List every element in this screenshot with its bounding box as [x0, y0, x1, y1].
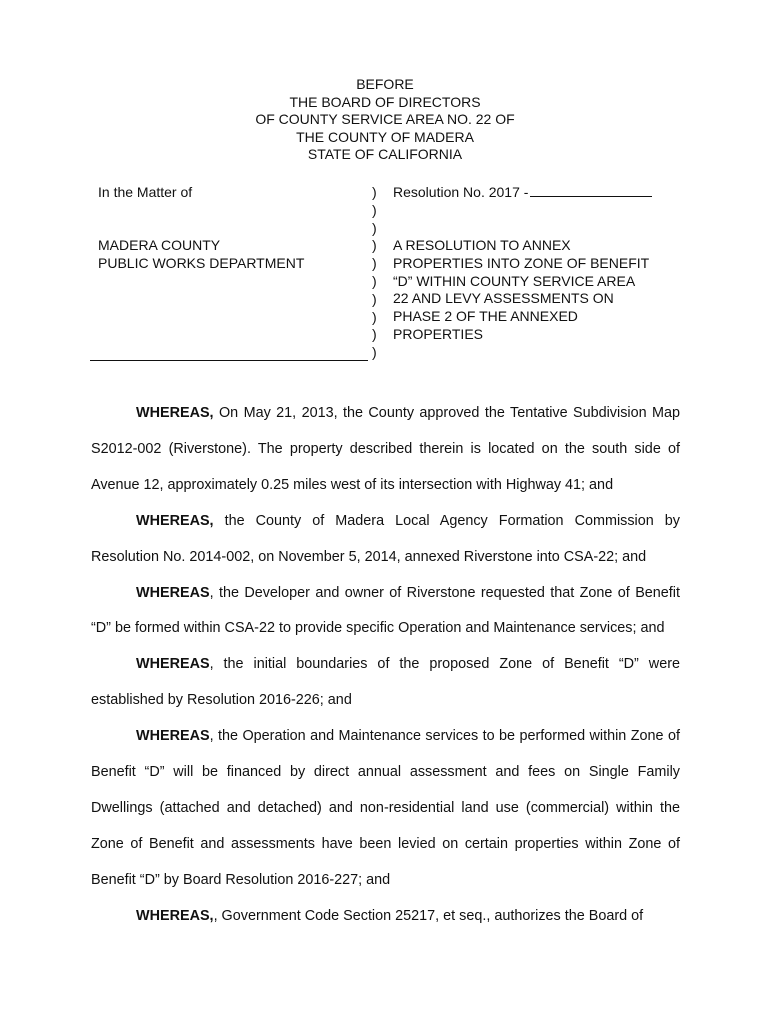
- whereas-label: WHEREAS: [136, 584, 210, 601]
- resolution-number-blank: [530, 184, 652, 197]
- heading-line: THE BOARD OF DIRECTORS: [289, 93, 481, 110]
- resolution-number: [393, 184, 652, 202]
- paren: ): [372, 290, 377, 307]
- paren: ): [372, 308, 377, 325]
- paragraph-text: , the Developer and owner of Riverstone requested that Zone of Benefit “D” be formed within CSA-22 to provide specific Operation and Maintenance services; and: [91, 584, 680, 637]
- whereas-paragraph: [91, 719, 680, 899]
- paren: ): [372, 272, 377, 289]
- resolution-title: [393, 237, 649, 344]
- paren: ): [372, 219, 377, 236]
- matter-label: In the Matter of: [98, 184, 193, 200]
- heading-line: OF COUNTY SERVICE AREA NO. 22 OF: [255, 111, 515, 127]
- resolution-number-label: Resolution No. 2017 -: [393, 184, 529, 200]
- party-name: [98, 237, 304, 272]
- paren: ): [372, 184, 377, 200]
- paragraph-text: , the initial boundaries of the proposed Zone of Benefit “D” were established by Resolution 2016-226; and: [91, 656, 680, 709]
- resolution-title-line: PROPERTIES: [393, 325, 483, 342]
- document-heading: [0, 76, 770, 164]
- whereas-label: WHEREAS: [136, 656, 210, 673]
- paragraph-text: the County of Madera Local Agency Formation Commission by Resolution No. 2014-002, on November 5, 2014, annexed Riverstone into CSA-22; and: [91, 512, 680, 565]
- paren: ): [372, 201, 377, 218]
- whereas-paragraph: [91, 504, 680, 576]
- paren: ): [372, 237, 377, 254]
- whereas-label: WHEREAS,: [136, 907, 214, 924]
- paren: ): [372, 344, 377, 361]
- resolution-title-line: 22 AND LEVY ASSESSMENTS ON: [393, 290, 614, 307]
- whereas-paragraph: [91, 576, 680, 648]
- document-body: [91, 396, 680, 935]
- resolution-title-line: “D” WITHIN COUNTY SERVICE AREA: [393, 272, 636, 289]
- resolution-title-line: A RESOLUTION TO ANNEX: [393, 237, 571, 253]
- heading-line: BEFORE: [356, 76, 414, 92]
- whereas-paragraph: [91, 899, 680, 935]
- whereas-label: WHEREAS,: [136, 405, 214, 421]
- caption-parens: [372, 184, 377, 362]
- paragraph-text: , the Operation and Maintenance services to be performed within Zone of Benefit “D” will be financed by direct annual assessment and fees on Single Family Dwellings (attached and detached) and non-residential land use (commercial) within the Zone of Benefit and assessments have been levied on certain properties within Zone of Benefit “D” by Board Resolution 2016-227; and: [91, 728, 680, 888]
- resolution-title-line: PHASE 2 OF THE ANNEXED: [393, 308, 578, 325]
- whereas-paragraph: [91, 647, 680, 719]
- paren: ): [372, 255, 377, 272]
- paren: ): [372, 326, 377, 343]
- whereas-label: WHEREAS,: [136, 512, 214, 529]
- party-line: PUBLIC WORKS DEPARTMENT: [98, 254, 305, 271]
- paragraph-text: On May 21, 2013, the County approved the Tentative Subdivision Map S2012-002 (Riverstone). The property described therein is located on the south side of Avenue 12, approximately 0.25 miles west of its intersection with Highway 41; and: [91, 405, 680, 493]
- paragraph-text: , Government Code Section 25217, et seq., authorizes the Board of: [213, 907, 644, 924]
- heading-line: THE COUNTY OF MADERA: [296, 128, 474, 145]
- party-line: MADERA COUNTY: [98, 237, 221, 253]
- whereas-paragraph: [91, 396, 680, 504]
- resolution-title-line: PROPERTIES INTO ZONE OF BENEFIT: [393, 254, 650, 271]
- whereas-label: WHEREAS: [136, 728, 210, 745]
- heading-line: STATE OF CALIFORNIA: [307, 146, 463, 162]
- caption-rule: [90, 360, 368, 361]
